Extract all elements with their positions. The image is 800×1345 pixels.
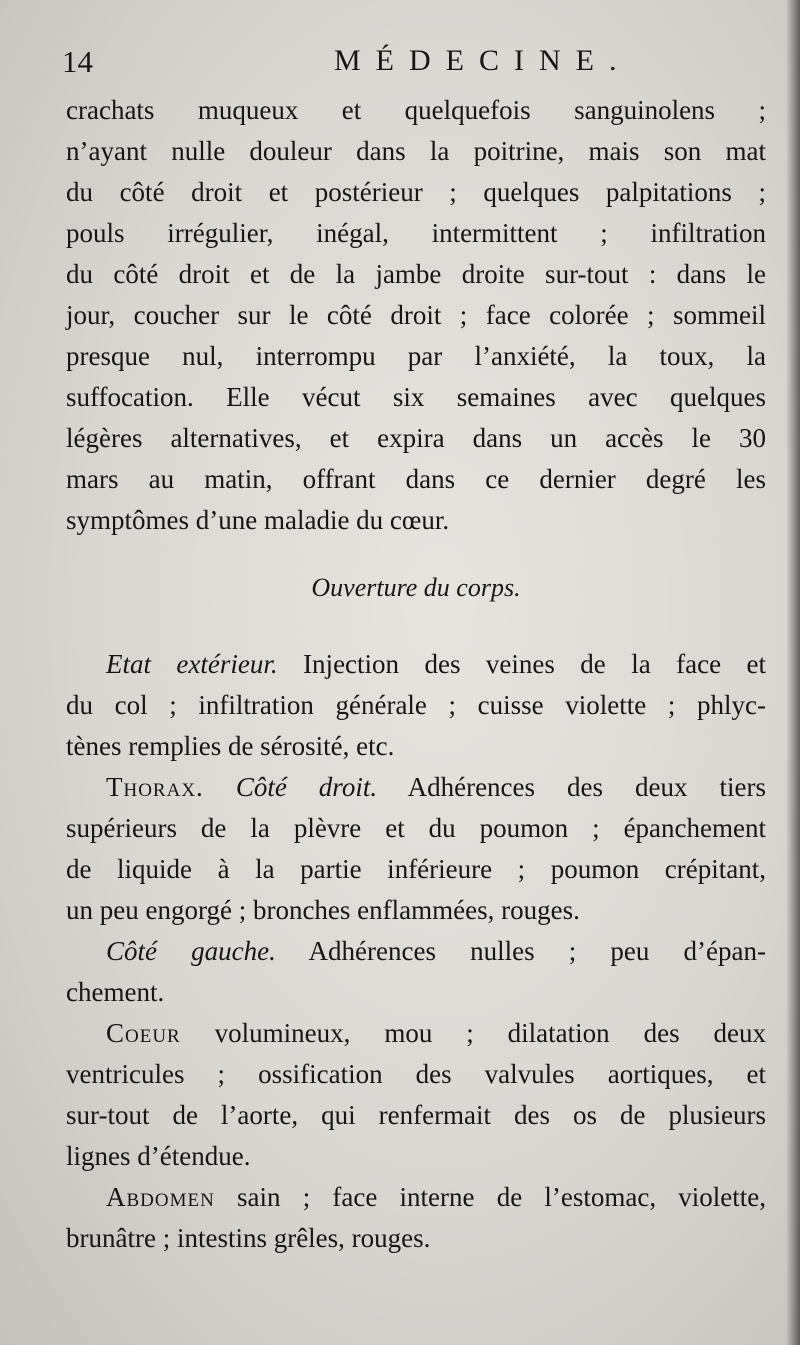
text-line: chement. <box>66 977 165 1007</box>
text-line <box>66 1177 766 1218</box>
text-line: suffocation. Elle vécut six semaines avec quelques <box>66 382 766 412</box>
running-head: MÉDECINE. <box>334 44 632 77</box>
etat-text: Injection des veines de la face et <box>277 649 766 679</box>
page-number: 14 <box>62 44 93 79</box>
thorax-sublabel: Côté droit. <box>203 772 378 802</box>
abdomen-label: Abdomen <box>106 1182 215 1212</box>
text-line: jour, coucher sur le côté droit ; face colorée ; sommeil <box>66 300 766 330</box>
text-line: un peu engorgé ; bronches enflammées, rouges. <box>66 895 580 925</box>
abdomen-text: sain ; face interne de l’estomac, violette, <box>214 1182 766 1212</box>
text-line: du côté droit et de la jambe droite sur-tout : dans le <box>66 259 766 289</box>
text-line: du col ; infiltration générale ; cuisse violette ; phlyc- <box>66 690 766 720</box>
gauche-text: Adhérences nulles ; peu d’épan- <box>275 936 767 966</box>
text-line: symptômes d’une maladie du cœur. <box>66 505 450 535</box>
text-line <box>66 931 766 972</box>
section-heading: Ouverture du corps. <box>311 573 521 602</box>
text-line <box>66 1013 766 1054</box>
text-line: ventricules ; ossification des valvules aortiques, et <box>66 1059 766 1089</box>
text-line: crachats muqueux et quelquefois sanguinolens ; <box>66 95 766 125</box>
text-line: du côté droit et postérieur ; quelques palpitations ; <box>66 177 766 207</box>
page-header <box>62 40 762 86</box>
text-line: pouls irrégulier, inégal, intermittent ; infiltration <box>66 218 766 248</box>
thorax-text: Adhérences des deux tiers <box>377 772 766 802</box>
text-line: sur-tout de l’aorte, qui renfermait des os de plusieurs <box>66 1100 766 1130</box>
gauche-label: Côté gauche. <box>106 936 276 966</box>
text-line: brunâtre ; intestins grêles, rouges. <box>66 1223 431 1253</box>
text-line <box>66 644 766 685</box>
text-line: lignes d’étendue. <box>66 1141 251 1171</box>
body-text <box>66 90 766 1259</box>
text-line: légères alternatives, et expira dans un accès le 30 <box>66 423 766 453</box>
text-line: de liquide à la partie inférieure ; poumon crépitant, <box>66 854 766 884</box>
text-line: mars au matin, offrant dans ce dernier degré les <box>66 464 766 494</box>
thorax-label: Thorax. <box>106 772 204 802</box>
text-line: n’ayant nulle douleur dans la poitrine, mais son mat <box>66 136 766 166</box>
text-line: presque nul, interrompu par l’anxiété, la toux, la <box>66 341 766 371</box>
text-line <box>66 767 766 808</box>
etat-label: Etat extérieur. <box>106 649 278 679</box>
text-line: supérieurs de la plèvre et du poumon ; épanchement <box>66 813 766 843</box>
coeur-text: volumineux, mou ; dilatation des deux <box>180 1018 766 1048</box>
coeur-label: Coeur <box>106 1018 181 1048</box>
text-line: tènes remplies de sérosité, etc. <box>66 731 395 761</box>
